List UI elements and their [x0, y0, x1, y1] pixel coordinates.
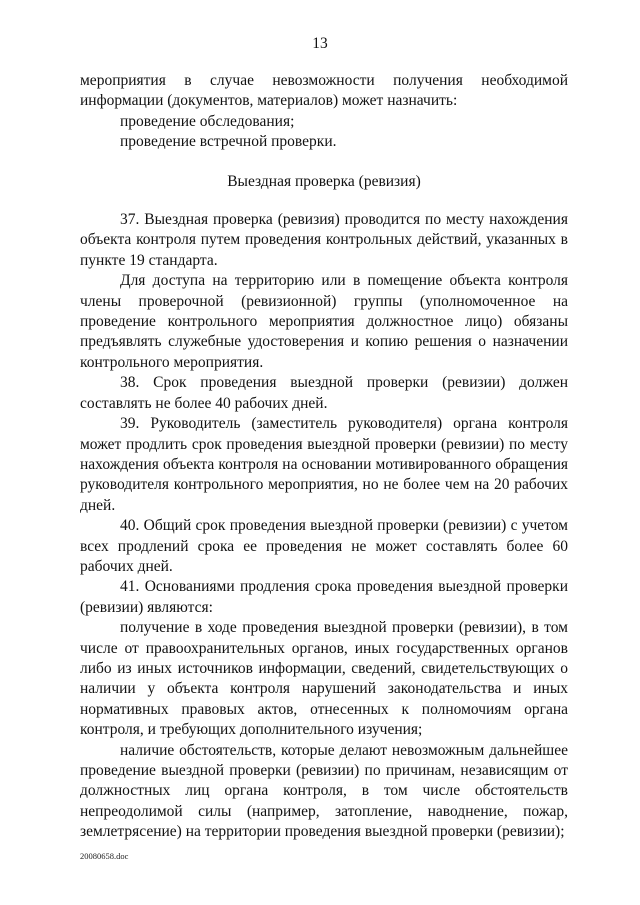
document-file-code: 20080658.doc [80, 851, 129, 861]
clause-41: 41. Основаниями продления срока проведения выездной проверки (ревизии) являются: [80, 578, 568, 616]
page-number: 13 [312, 35, 328, 52]
clause-38: 38. Срок проведения выездной проверки (ревизии) должен составлять не более 40 рабочих дней. [80, 374, 568, 412]
paragraph: Для доступа на территорию или в помещение объекта контроля члены проверочной (ревизионной) группы (уполномоченное на проведение контрольного мероприятия должностное лицо) обязаны предъявлять служебные удостоверения и копию решения о назначении контрольного мероприятия. [80, 272, 568, 371]
paragraph: проведение обследования; [120, 112, 295, 130]
section-heading: Выездная проверка (ревизия) [227, 172, 421, 190]
list-item: наличие обстоятельств, которые делают невозможным дальнейшее проведение выездной проверки (ревизии) по причинам, независящим от должностных лиц органа контроля, в том числе обстоятельств непреодолимой силы (например, затопление, наводнение, пожар, землетрясение) на территории проведения выездной проверки (ревизии); [80, 741, 568, 841]
clause-39: 39. Руководитель (заместитель руководителя) органа контроля может продлить срок проведения выездной проверки (ревизии) по месту нахождения объекта контроля на основании мотивированного обращения руководителя контрольного мероприятия, но не более чем на 20 рабочих дней. [80, 415, 568, 514]
paragraph: проведение встречной проверки. [120, 133, 337, 151]
paragraph: мероприятия в случае невозможности получения необходимой информации (документов, материалов) может назначить: [80, 72, 568, 110]
clause-40: 40. Общий срок проведения выездной проверки (ревизии) с учетом всех продлений срока ее проведения не может составлять более 60 рабочих дней. [80, 517, 568, 575]
list-item: получение в ходе проведения выездной проверки (ревизии), в том числе от правоохранительных органов, иных государственных органов либо из иных источников информации, сведений, свидетельствующих о наличии у объекта контроля нарушений законодательства и иных нормативных правовых актов, отнесенных к полномочиям органа контроля, и требующих дополнительного изучения; [80, 619, 568, 739]
clause-37: 37. Выездная проверка (ревизия) проводится по месту нахождения объекта контроля путем проведения контрольных действий, указанных в пункте 19 стандарта. [80, 211, 568, 269]
document-body [80, 71, 568, 843]
